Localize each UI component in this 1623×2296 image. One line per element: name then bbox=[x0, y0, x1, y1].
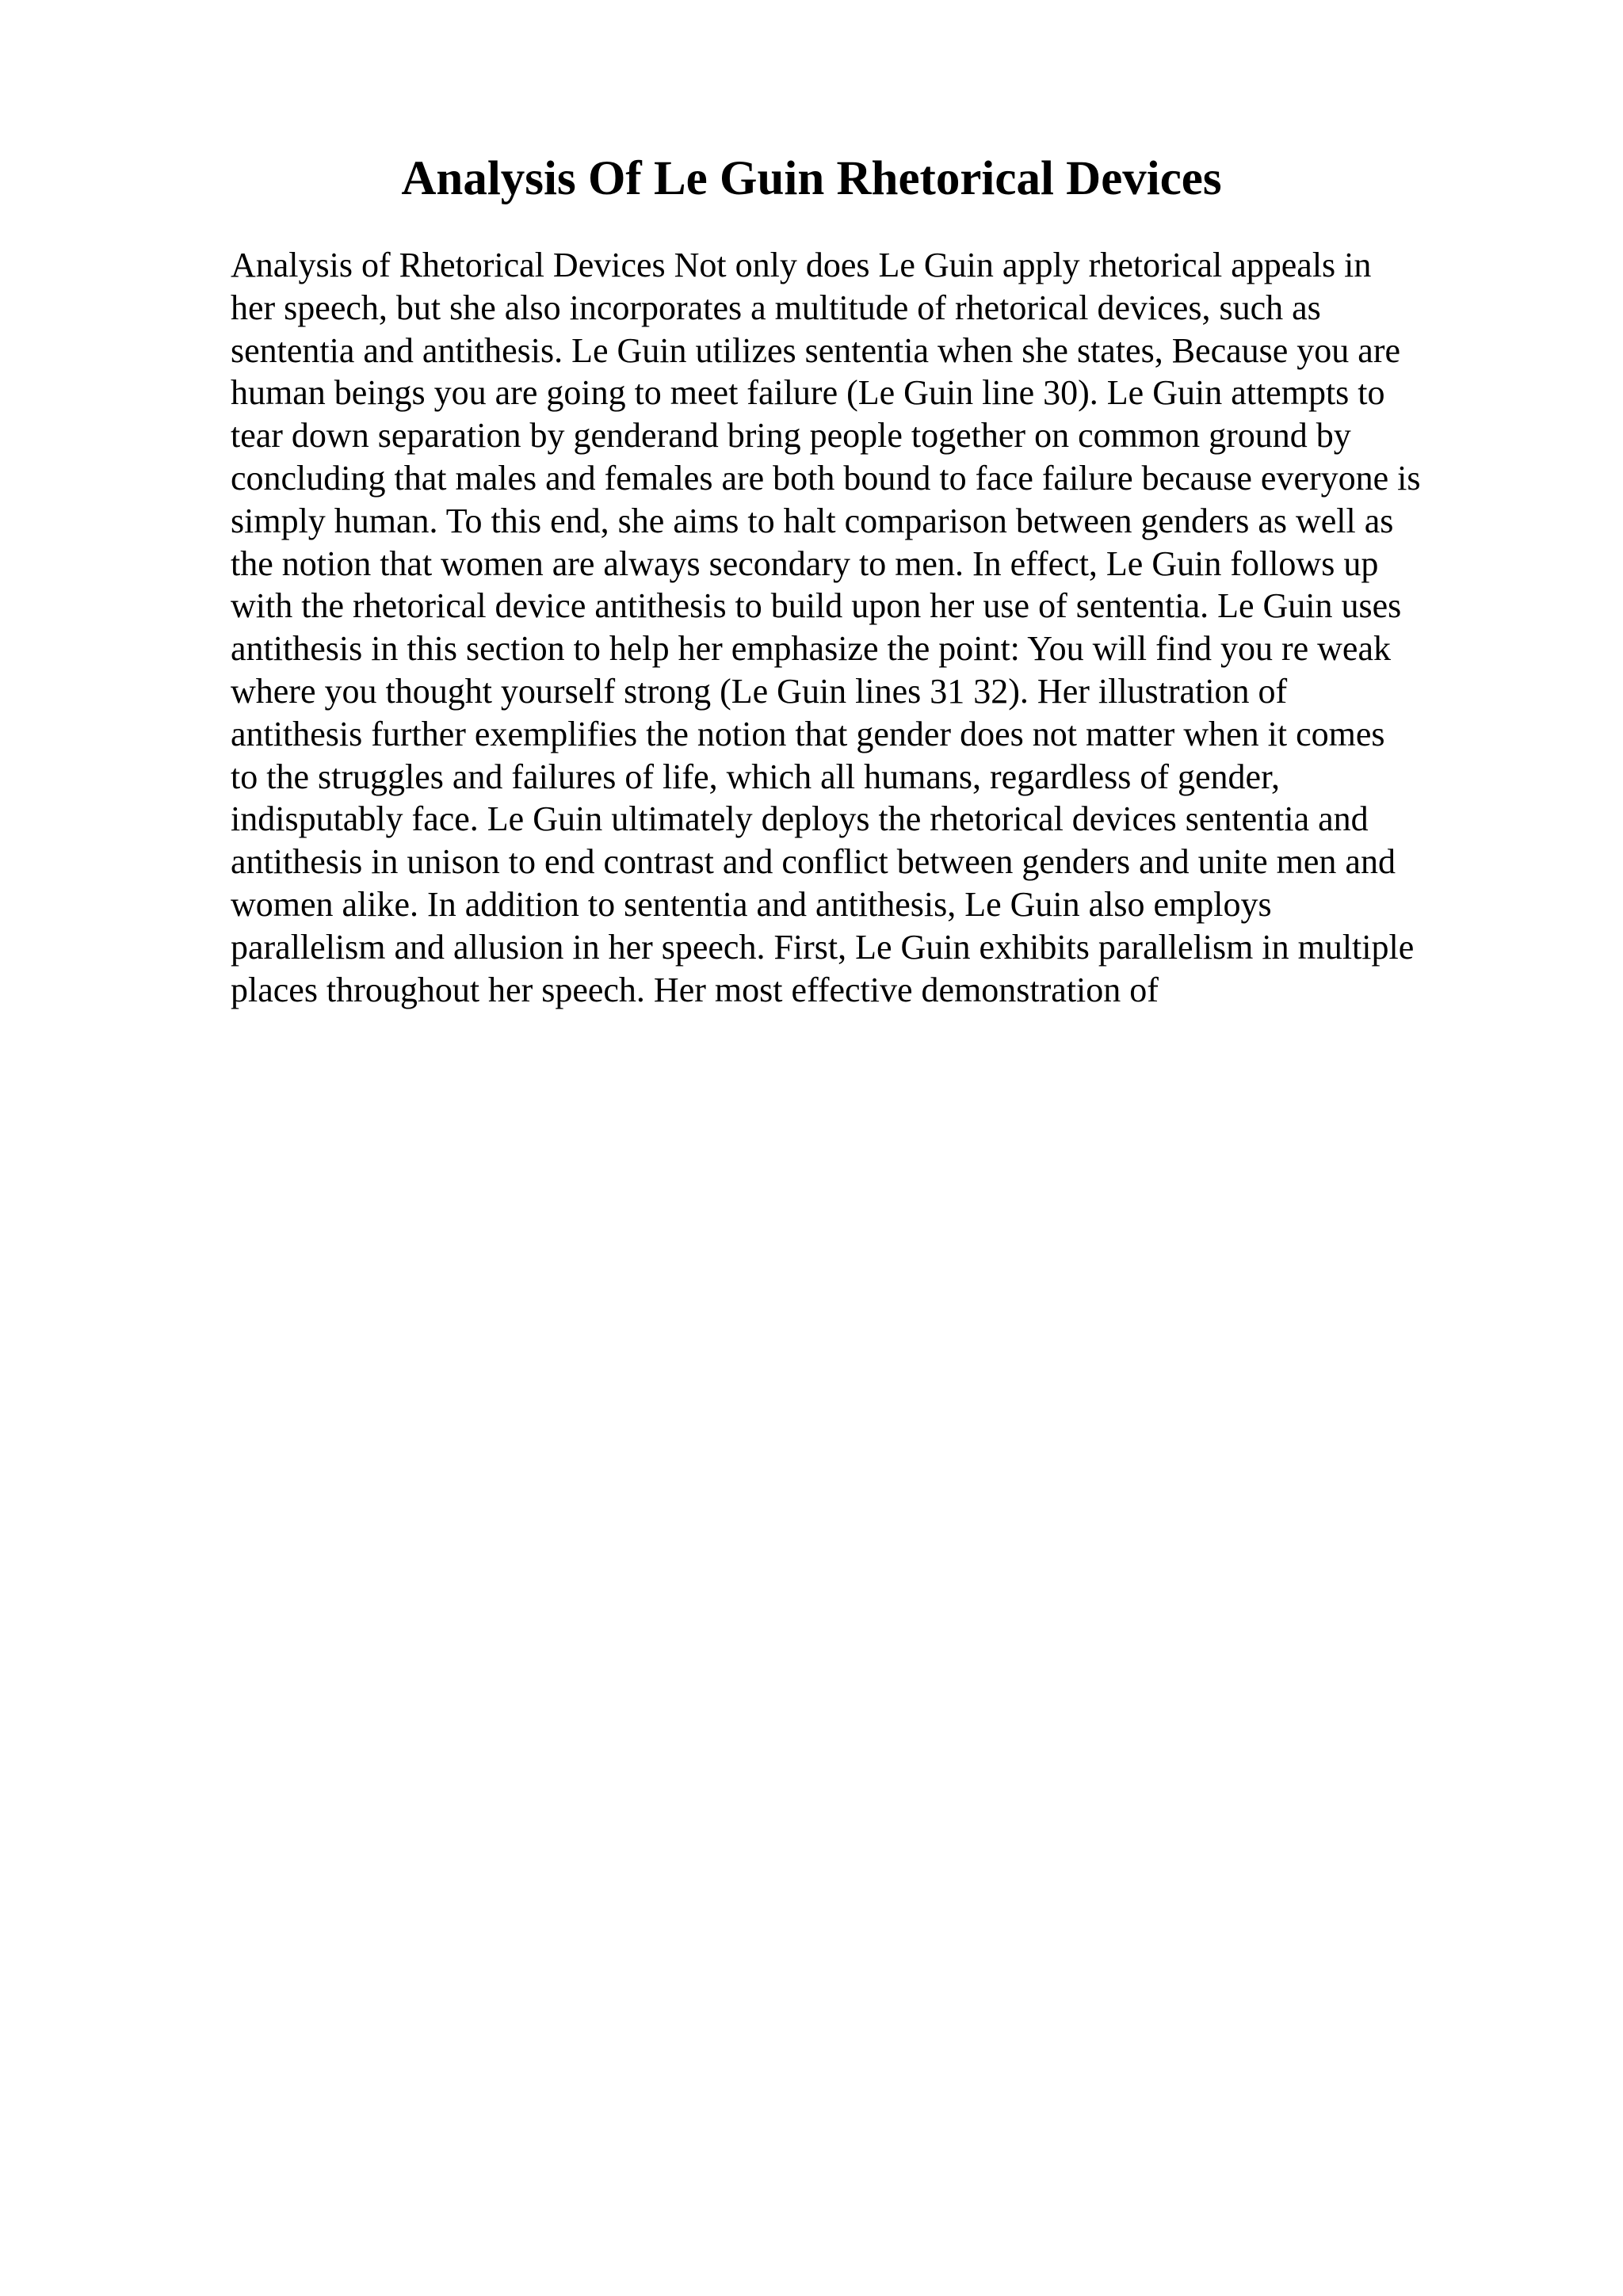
document-title: Analysis Of Le Guin Rhetorical Devices bbox=[401, 152, 1222, 205]
body-line: women alike. In addition to sententia and antithesis, Le Guin also employs bbox=[231, 884, 1272, 924]
body-line: indisputably face. Le Guin ultimately deploys the rhetorical devices sententia and bbox=[231, 799, 1369, 839]
body-line: human beings you are going to meet failure (Le Guin line 30). Le Guin attempts to bbox=[231, 373, 1385, 413]
body-line: antithesis in this section to help her emphasize the point: You will find you re weak bbox=[231, 629, 1391, 669]
body-line: concluding that males and females are both bound to face failure because everyone is bbox=[231, 458, 1421, 498]
body-line: Analysis of Rhetorical Devices Not only does Le Guin apply rhetorical appeals in bbox=[231, 246, 1372, 284]
body-line: her speech, but she also incorporates a multitude of rhetorical devices, such as bbox=[231, 288, 1321, 327]
body-line: sententia and antithesis. Le Guin utilizes sententia when she states, Because you are bbox=[231, 330, 1400, 370]
body-line: simply human. To this end, she aims to halt comparison between genders as well as bbox=[231, 501, 1394, 540]
body-line: with the rhetorical device antithesis to build upon her use of sententia. Le Guin uses bbox=[231, 586, 1402, 626]
body-line: to the struggles and failures of life, which all humans, regardless of gender, bbox=[231, 757, 1280, 796]
body-line: parallelism and allusion in her speech. First, Le Guin exhibits parallelism in multiple bbox=[231, 927, 1415, 967]
body-line: antithesis in unison to end contrast and conflict between genders and unite men and bbox=[231, 842, 1396, 882]
body-line: where you thought yourself strong (Le Guin lines 31 32). Her illustration of bbox=[231, 671, 1288, 711]
body-line: antithesis further exemplifies the notion that gender does not matter when it comes bbox=[231, 714, 1385, 753]
document-body bbox=[231, 244, 1530, 1011]
body-line: the notion that women are always secondary to men. In effect, Le Guin follows up bbox=[231, 543, 1379, 583]
body-line: tear down separation by genderand bring people together on common ground by bbox=[231, 416, 1351, 456]
body-line: places throughout her speech. Her most effective demonstration of bbox=[231, 970, 1159, 1009]
